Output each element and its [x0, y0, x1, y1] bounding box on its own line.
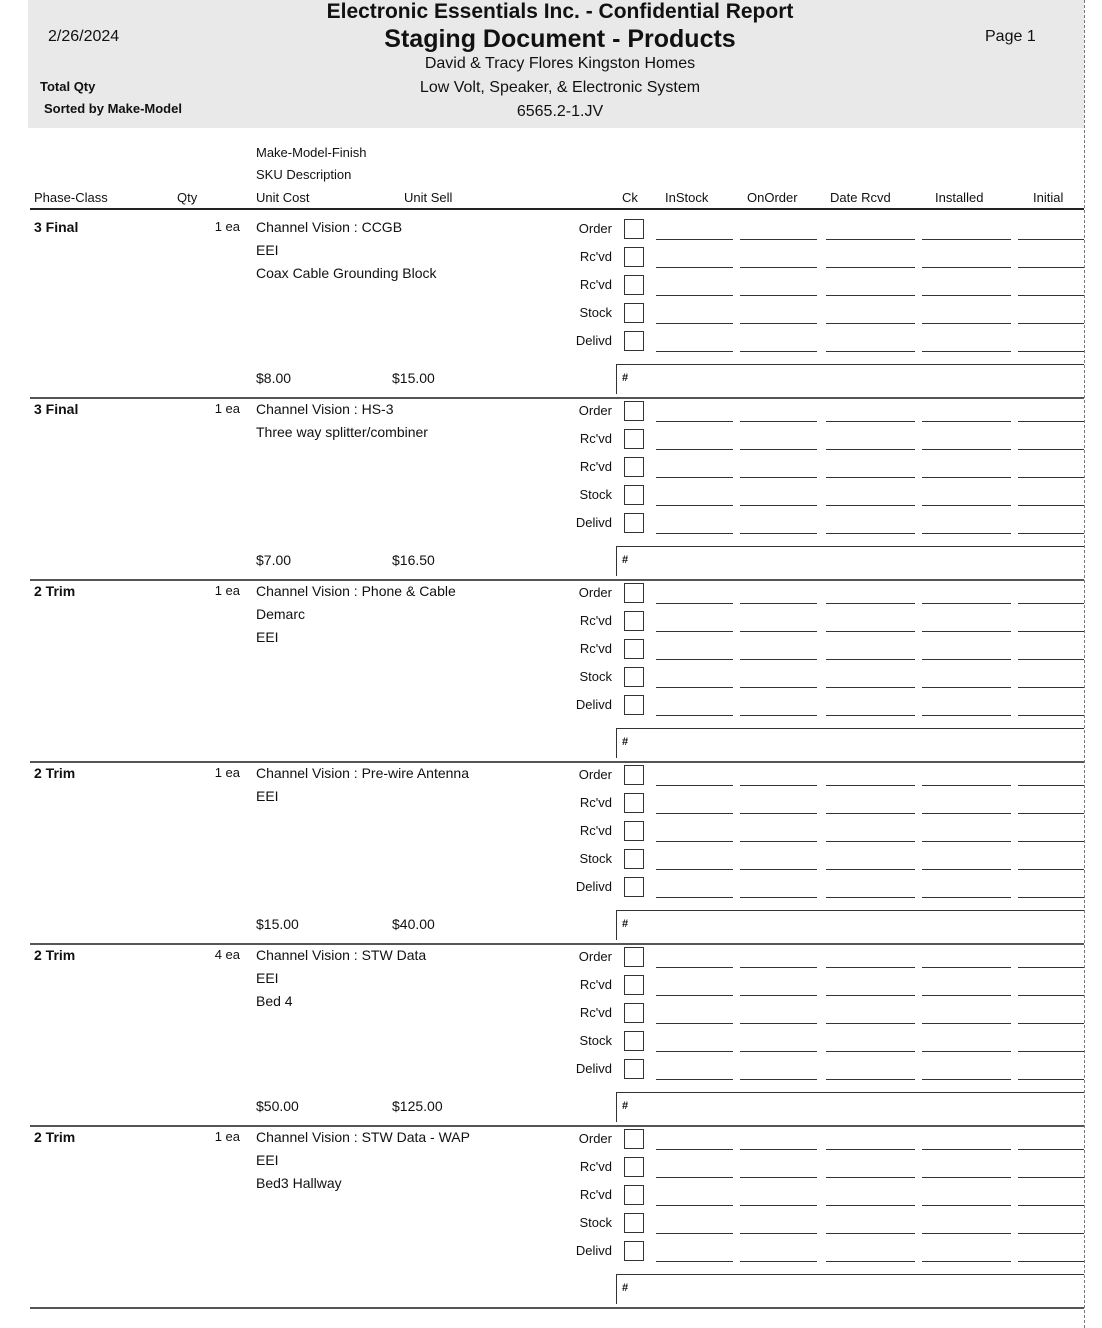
item-description-line: Bed 4	[256, 993, 293, 1009]
fill-in-line[interactable]	[826, 1205, 915, 1206]
checkbox[interactable]	[624, 1059, 644, 1079]
check-row-label: Order	[578, 949, 612, 964]
check-row-label: Stock	[579, 305, 612, 320]
fill-in-line[interactable]	[922, 295, 1011, 296]
hash-symbol: #	[622, 372, 629, 384]
fill-in-line[interactable]	[740, 1261, 817, 1262]
check-row-label: Rc'vd	[579, 459, 612, 474]
notes-field[interactable]	[616, 910, 1084, 940]
fill-in-line[interactable]	[740, 785, 817, 786]
item-unit-sell: $125.00	[392, 1098, 443, 1114]
report-date: 2/26/2024	[48, 28, 120, 45]
fill-in-line[interactable]	[922, 841, 1011, 842]
fill-in-line[interactable]	[740, 967, 817, 968]
fill-in-line[interactable]	[740, 421, 817, 422]
fill-in-line[interactable]	[1018, 631, 1084, 632]
checkbox[interactable]	[624, 485, 644, 505]
col-qty: Qty	[177, 190, 198, 205]
fill-in-line[interactable]	[826, 1177, 915, 1178]
item-unit-cost: $15.00	[256, 916, 299, 932]
item-make-model: Channel Vision : STW Data - WAP	[256, 1129, 470, 1145]
item-make-model: Channel Vision : STW Data	[256, 947, 427, 963]
col-phase-class: Phase-Class	[34, 190, 108, 205]
checkbox[interactable]	[624, 611, 644, 631]
fill-in-line[interactable]	[740, 1205, 817, 1206]
check-row-label: Stock	[579, 1033, 612, 1048]
fill-in-line[interactable]	[826, 841, 915, 842]
fill-in-line[interactable]	[826, 267, 915, 268]
hash-symbol: #	[622, 736, 629, 748]
fill-in-line[interactable]	[1018, 295, 1084, 296]
check-row-label: Rc'vd	[579, 277, 612, 292]
fill-in-line[interactable]	[826, 603, 915, 604]
fill-in-line[interactable]	[826, 995, 915, 996]
fill-in-line[interactable]	[922, 813, 1011, 814]
fill-in-line[interactable]	[656, 1205, 733, 1206]
fill-in-line[interactable]	[656, 267, 733, 268]
col-instock: InStock	[665, 190, 709, 205]
item-divider	[30, 1307, 1084, 1309]
fill-in-line[interactable]	[1018, 1023, 1084, 1024]
fill-in-line[interactable]	[826, 1233, 915, 1234]
check-row-label: Order	[578, 403, 612, 418]
checkbox[interactable]	[624, 1185, 644, 1205]
item-make-model: Channel Vision : Phone & Cable	[256, 583, 456, 599]
checkbox[interactable]	[624, 849, 644, 869]
fill-in-line[interactable]	[826, 1149, 915, 1150]
check-row-label: Order	[578, 585, 612, 600]
fill-in-line[interactable]	[656, 295, 733, 296]
checkbox[interactable]	[624, 219, 644, 239]
fill-in-line[interactable]	[740, 869, 817, 870]
checkbox[interactable]	[624, 793, 644, 813]
check-row-label: Delivd	[575, 879, 612, 894]
col-date-rcvd: Date Rcvd	[830, 190, 891, 205]
item-unit-sell: $16.50	[392, 552, 435, 568]
fill-in-line[interactable]	[826, 323, 915, 324]
item-unit-cost: $50.00	[256, 1098, 299, 1114]
check-row-label: Delivd	[575, 1243, 612, 1258]
fill-in-line[interactable]	[1018, 869, 1084, 870]
checkbox[interactable]	[624, 247, 644, 267]
fill-in-line[interactable]	[922, 1177, 1011, 1178]
fill-in-line[interactable]	[1018, 1233, 1084, 1234]
col-sku: SKU Description	[256, 167, 352, 182]
fill-in-line[interactable]	[656, 603, 733, 604]
item-qty: 1 ea	[214, 765, 240, 780]
hash-symbol: #	[622, 1100, 629, 1112]
fill-in-line[interactable]	[656, 1079, 733, 1080]
fill-in-line[interactable]	[740, 1051, 817, 1052]
col-ck: Ck	[622, 190, 638, 205]
col-make-model: Make-Model-Finish	[256, 145, 367, 160]
fill-in-line[interactable]	[1018, 603, 1084, 604]
check-row-label: Delivd	[575, 333, 612, 348]
fill-in-line[interactable]	[740, 715, 817, 716]
fill-in-line[interactable]	[1018, 323, 1084, 324]
fill-in-line[interactable]	[922, 533, 1011, 534]
item-description-line: Three way splitter/combiner	[256, 424, 428, 440]
checkbox[interactable]	[624, 975, 644, 995]
fill-in-line[interactable]	[826, 477, 915, 478]
item-block	[0, 944, 1102, 1126]
fill-in-line[interactable]	[656, 1233, 733, 1234]
fill-in-line[interactable]	[922, 687, 1011, 688]
fill-in-line[interactable]	[740, 897, 817, 898]
item-description-line: Coax Cable Grounding Block	[256, 265, 437, 281]
fill-in-line[interactable]	[740, 659, 817, 660]
item-unit-cost: $8.00	[256, 370, 292, 386]
fill-in-line[interactable]	[1018, 505, 1084, 506]
item-make-model: Channel Vision : CCGB	[256, 219, 403, 235]
col-onorder: OnOrder	[747, 190, 798, 205]
fill-in-line[interactable]	[740, 1023, 817, 1024]
header-divider	[30, 208, 1084, 210]
checkbox[interactable]	[624, 401, 644, 421]
fill-in-line[interactable]	[740, 1233, 817, 1234]
check-row-label: Rc'vd	[579, 977, 612, 992]
fill-in-line[interactable]	[1018, 659, 1084, 660]
item-make-model: Channel Vision : HS-3	[256, 401, 394, 417]
item-block	[0, 1126, 1102, 1308]
fill-in-line[interactable]	[740, 267, 817, 268]
system-name: Low Volt, Speaker, & Electronic System	[419, 79, 701, 96]
item-description-line: Demarc	[256, 606, 306, 622]
fill-in-line[interactable]	[656, 505, 733, 506]
fill-in-line[interactable]	[740, 995, 817, 996]
fill-in-line[interactable]	[922, 1233, 1011, 1234]
fill-in-line[interactable]	[826, 421, 915, 422]
fill-in-line[interactable]	[740, 505, 817, 506]
item-block	[0, 398, 1102, 580]
fill-in-line[interactable]	[826, 785, 915, 786]
fill-in-line[interactable]	[656, 869, 733, 870]
item-phase: 2 Trim	[34, 583, 76, 599]
fill-in-line[interactable]	[922, 869, 1011, 870]
item-description-line: EEI	[256, 629, 279, 645]
fill-in-line[interactable]	[740, 239, 817, 240]
fill-in-line[interactable]	[826, 239, 915, 240]
fill-in-line[interactable]	[656, 449, 733, 450]
notes-field[interactable]	[616, 1092, 1084, 1122]
fill-in-line[interactable]	[1018, 533, 1084, 534]
item-phase: 2 Trim	[34, 765, 76, 781]
fill-in-line[interactable]	[740, 323, 817, 324]
fill-in-line[interactable]	[826, 449, 915, 450]
fill-in-line[interactable]	[1018, 239, 1084, 240]
fill-in-line[interactable]	[656, 533, 733, 534]
check-row-label: Stock	[579, 487, 612, 502]
check-row-label: Stock	[579, 1215, 612, 1230]
check-row-label: Stock	[579, 851, 612, 866]
check-row-label: Rc'vd	[579, 823, 612, 838]
fill-in-line[interactable]	[1018, 421, 1084, 422]
fill-in-line[interactable]	[826, 1079, 915, 1080]
fill-in-line[interactable]	[922, 267, 1011, 268]
fill-in-line[interactable]	[1018, 1205, 1084, 1206]
fill-in-line[interactable]	[740, 533, 817, 534]
item-make-model: Channel Vision : Pre-wire Antenna	[256, 765, 469, 781]
fill-in-line[interactable]	[656, 421, 733, 422]
item-unit-cost: $7.00	[256, 552, 292, 568]
fill-in-line[interactable]	[922, 1149, 1011, 1150]
fill-in-line[interactable]	[826, 967, 915, 968]
fill-in-line[interactable]	[656, 659, 733, 660]
notes-field[interactable]	[616, 728, 1084, 758]
checkbox[interactable]	[624, 303, 644, 323]
fill-in-line[interactable]	[1018, 449, 1084, 450]
item-qty: 1 ea	[214, 583, 240, 598]
fill-in-line[interactable]	[826, 295, 915, 296]
fill-in-line[interactable]	[1018, 1177, 1084, 1178]
checkbox[interactable]	[624, 429, 644, 449]
fill-in-line[interactable]	[740, 687, 817, 688]
notes-field[interactable]	[616, 1274, 1084, 1304]
notes-field[interactable]	[616, 546, 1084, 576]
check-row-label: Rc'vd	[579, 431, 612, 446]
fill-in-line[interactable]	[656, 995, 733, 996]
check-row-label: Stock	[579, 669, 612, 684]
check-row-label: Rc'vd	[579, 1159, 612, 1174]
fill-in-line[interactable]	[656, 477, 733, 478]
fill-in-line[interactable]	[656, 1261, 733, 1262]
fill-in-line[interactable]	[1018, 351, 1084, 352]
checkbox[interactable]	[624, 1003, 644, 1023]
fill-in-line[interactable]	[922, 715, 1011, 716]
fill-in-line[interactable]	[656, 841, 733, 842]
fill-in-line[interactable]	[922, 323, 1011, 324]
fill-in-line[interactable]	[656, 1149, 733, 1150]
check-row-label: Delivd	[575, 515, 612, 530]
sort-label: Sorted by Make-Model	[44, 101, 182, 116]
fill-in-line[interactable]	[826, 659, 915, 660]
checkbox[interactable]	[624, 947, 644, 967]
item-block	[0, 762, 1102, 944]
fill-in-line[interactable]	[826, 813, 915, 814]
fill-in-line[interactable]	[922, 477, 1011, 478]
item-qty: 4 ea	[214, 947, 240, 962]
fill-in-line[interactable]	[922, 421, 1011, 422]
checkbox[interactable]	[624, 513, 644, 533]
fill-in-line[interactable]	[656, 897, 733, 898]
checkbox[interactable]	[624, 765, 644, 785]
item-description-line: Bed3 Hallway	[256, 1175, 342, 1191]
hash-symbol: #	[622, 918, 629, 930]
fill-in-line[interactable]	[656, 967, 733, 968]
checkbox[interactable]	[624, 275, 644, 295]
item-description-line: EEI	[256, 788, 279, 804]
item-phase: 2 Trim	[34, 947, 76, 963]
check-row-label: Rc'vd	[579, 1005, 612, 1020]
fill-in-line[interactable]	[656, 715, 733, 716]
customer-name: David & Tracy Flores Kingston Homes	[424, 55, 696, 72]
fill-in-line[interactable]	[656, 631, 733, 632]
checkbox[interactable]	[624, 1129, 644, 1149]
col-unit-cost: Unit Cost	[256, 190, 310, 205]
fill-in-line[interactable]	[922, 785, 1011, 786]
fill-in-line[interactable]	[656, 1051, 733, 1052]
col-initial: Initial	[1033, 190, 1064, 205]
fill-in-line[interactable]	[656, 687, 733, 688]
report-title: Staging Document - Products	[384, 25, 736, 53]
fill-in-line[interactable]	[826, 533, 915, 534]
check-row-label: Rc'vd	[579, 641, 612, 656]
fill-in-line[interactable]	[922, 1079, 1011, 1080]
fill-in-line[interactable]	[922, 659, 1011, 660]
checkbox[interactable]	[624, 695, 644, 715]
fill-in-line[interactable]	[656, 1023, 733, 1024]
item-block	[0, 580, 1102, 762]
fill-in-line[interactable]	[922, 631, 1011, 632]
fill-in-line[interactable]	[826, 1051, 915, 1052]
checkbox[interactable]	[624, 1213, 644, 1233]
check-row-label: Rc'vd	[579, 249, 612, 264]
fill-in-line[interactable]	[1018, 715, 1084, 716]
fill-in-line[interactable]	[1018, 1079, 1084, 1080]
fill-in-line[interactable]	[922, 351, 1011, 352]
checkbox[interactable]	[624, 639, 644, 659]
fill-in-line[interactable]	[826, 631, 915, 632]
fill-in-line[interactable]	[922, 603, 1011, 604]
fill-in-line[interactable]	[656, 239, 733, 240]
fill-in-line[interactable]	[922, 967, 1011, 968]
item-unit-sell: $40.00	[392, 916, 435, 932]
checkbox[interactable]	[624, 821, 644, 841]
fill-in-line[interactable]	[922, 505, 1011, 506]
notes-field[interactable]	[616, 364, 1084, 394]
company-title: Electronic Essentials Inc. - Confidential Report	[326, 0, 794, 23]
fill-in-line[interactable]	[1018, 477, 1084, 478]
fill-in-line[interactable]	[740, 351, 817, 352]
fill-in-line[interactable]	[656, 1177, 733, 1178]
checkbox[interactable]	[624, 583, 644, 603]
fill-in-line[interactable]	[1018, 841, 1084, 842]
fill-in-line[interactable]	[826, 351, 915, 352]
fill-in-line[interactable]	[922, 1261, 1011, 1262]
item-unit-sell: $15.00	[392, 370, 435, 386]
fill-in-line[interactable]	[740, 295, 817, 296]
fill-in-line[interactable]	[1018, 995, 1084, 996]
page-number: Page 1	[985, 28, 1036, 45]
fill-in-line[interactable]	[826, 897, 915, 898]
check-row-label: Rc'vd	[579, 1187, 612, 1202]
fill-in-line[interactable]	[826, 1261, 915, 1262]
fill-in-line[interactable]	[1018, 967, 1084, 968]
check-row-label: Order	[578, 221, 612, 236]
item-qty: 1 ea	[214, 1129, 240, 1144]
fill-in-line[interactable]	[1018, 813, 1084, 814]
checkbox[interactable]	[624, 1031, 644, 1051]
item-phase: 3 Final	[34, 401, 79, 417]
fill-in-line[interactable]	[1018, 785, 1084, 786]
hash-symbol: #	[622, 554, 629, 566]
item-description-line: EEI	[256, 242, 279, 258]
job-number: 6565.2-1.JV	[516, 103, 604, 120]
item-qty: 1 ea	[214, 401, 240, 416]
fill-in-line[interactable]	[740, 631, 817, 632]
fill-in-line[interactable]	[922, 239, 1011, 240]
fill-in-line[interactable]	[1018, 1261, 1084, 1262]
col-installed: Installed	[935, 190, 984, 205]
fill-in-line[interactable]	[740, 449, 817, 450]
check-row-label: Order	[578, 1131, 612, 1146]
fill-in-line[interactable]	[922, 1023, 1011, 1024]
fill-in-line[interactable]	[1018, 897, 1084, 898]
fill-in-line[interactable]	[1018, 267, 1084, 268]
fill-in-line[interactable]	[922, 1051, 1011, 1052]
item-description-line: EEI	[256, 1152, 279, 1168]
check-row-label: Order	[578, 767, 612, 782]
fill-in-line[interactable]	[740, 477, 817, 478]
fill-in-line[interactable]	[1018, 687, 1084, 688]
fill-in-line[interactable]	[922, 449, 1011, 450]
check-row-label: Delivd	[575, 697, 612, 712]
check-row-label: Rc'vd	[579, 613, 612, 628]
item-block	[0, 216, 1102, 398]
checkbox[interactable]	[624, 877, 644, 897]
item-qty: 1 ea	[214, 219, 240, 234]
item-description-line: EEI	[256, 970, 279, 986]
checkbox[interactable]	[624, 457, 644, 477]
fill-in-line[interactable]	[656, 323, 733, 324]
fill-in-line[interactable]	[826, 869, 915, 870]
checkbox[interactable]	[624, 1241, 644, 1261]
checkbox[interactable]	[624, 331, 644, 351]
col-unit-sell: Unit Sell	[404, 190, 453, 205]
fill-in-line[interactable]	[922, 897, 1011, 898]
checkbox[interactable]	[624, 1157, 644, 1177]
fill-in-line[interactable]	[826, 687, 915, 688]
item-phase: 3 Final	[34, 219, 79, 235]
fill-in-line[interactable]	[826, 715, 915, 716]
fill-in-line[interactable]	[740, 813, 817, 814]
fill-in-line[interactable]	[826, 1023, 915, 1024]
fill-in-line[interactable]	[740, 841, 817, 842]
fill-in-line[interactable]	[740, 1177, 817, 1178]
fill-in-line[interactable]	[826, 505, 915, 506]
fill-in-line[interactable]	[740, 1079, 817, 1080]
fill-in-line[interactable]	[740, 1149, 817, 1150]
item-phase: 2 Trim	[34, 1129, 76, 1145]
fill-in-line[interactable]	[740, 603, 817, 604]
fill-in-line[interactable]	[1018, 1051, 1084, 1052]
check-row-label: Delivd	[575, 1061, 612, 1076]
check-row-label: Rc'vd	[579, 795, 612, 810]
fill-in-line[interactable]	[656, 813, 733, 814]
hash-symbol: #	[622, 1282, 629, 1294]
checkbox[interactable]	[624, 667, 644, 687]
fill-in-line[interactable]	[656, 351, 733, 352]
total-qty-label: Total Qty	[40, 79, 96, 94]
fill-in-line[interactable]	[1018, 1149, 1084, 1150]
fill-in-line[interactable]	[922, 995, 1011, 996]
fill-in-line[interactable]	[922, 1205, 1011, 1206]
fill-in-line[interactable]	[656, 785, 733, 786]
